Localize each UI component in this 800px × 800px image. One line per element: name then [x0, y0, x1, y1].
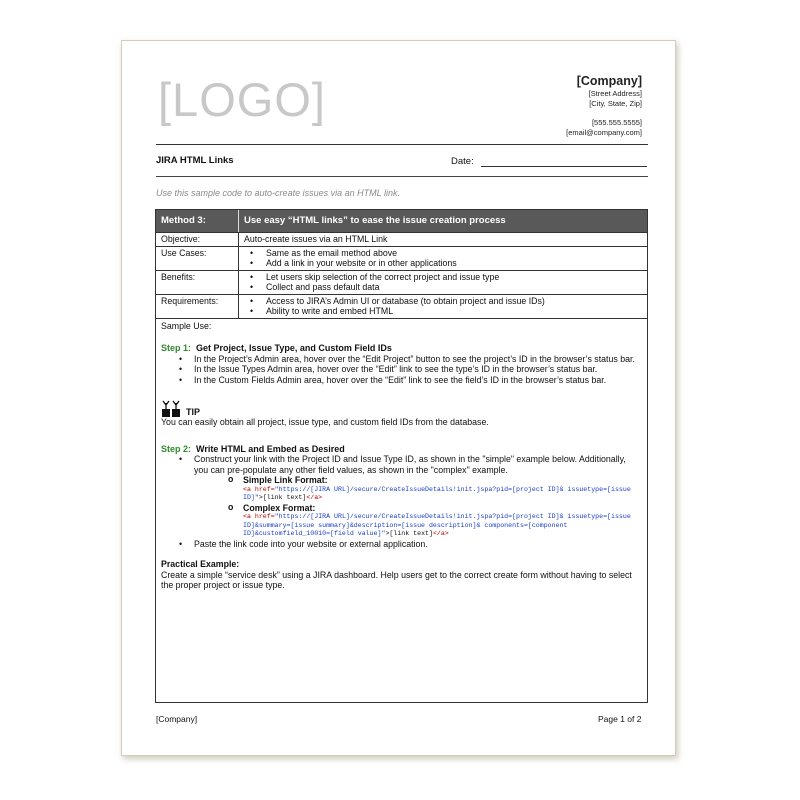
table-row — [156, 232, 647, 246]
intro-text: Use this sample code to auto-create issues via an HTML link. — [156, 188, 400, 198]
method-description: Use easy “HTML links” to ease the issue creation process — [244, 215, 506, 226]
method-table — [155, 209, 648, 703]
document-title: JIRA HTML Links — [156, 155, 234, 166]
link-format-list — [194, 475, 642, 539]
list-item: • Access to JIRA’s Admin UI or database (to obtain project and issue IDs) — [250, 296, 642, 307]
benefits-list — [244, 272, 642, 293]
company-name: [Company] — [576, 74, 642, 88]
tip-text: You can easily obtain all project, issue type, and custom field IDs from the database. — [161, 417, 489, 427]
list-item: • In the Project’s Admin area, hover over the “Edit Project” button to see the project’s ID in the browser’s status bar. — [179, 354, 642, 365]
city-state-zip: [City, State, Zip] — [589, 99, 642, 108]
list-item: • Same as the email method above — [250, 248, 642, 259]
complex-format-title: o Complex Format: — [243, 502, 316, 513]
step-2-construct-text: • Construct your link with the Project ID and Issue Type ID, as shown in the "simple" example below. Additionally, you can pre-populate any other field values, as shown in the "complex" example. — [194, 454, 626, 475]
objective-value: Auto-create issues via an HTML Link — [244, 234, 388, 244]
simple-format-title: o Simple Link Format: — [243, 475, 328, 485]
table-row — [156, 246, 647, 270]
method-label: Method 3: — [156, 210, 239, 232]
step-1-title: Get Project, Issue Type, and Custom Field IDs — [196, 343, 392, 353]
header-divider — [156, 144, 648, 145]
practical-example-text: Create a simple “service desk” using a JIRA dashboard. Help users get to the correct create form without having to select the proper project or issue type. — [161, 569, 632, 590]
sample-use-label: Sample Use: — [161, 320, 212, 331]
practical-example-title: Practical Example: — [161, 559, 240, 569]
email-address: [email@company.com] — [566, 128, 642, 137]
phone-number: [555.555.5555] — [591, 118, 642, 127]
list-item: • Paste the link code into your website or external application. — [179, 539, 642, 550]
step-1-list — [161, 354, 642, 386]
benefits-label: Benefits: — [156, 271, 239, 294]
tip-plant-icon — [161, 399, 182, 417]
use-cases-list — [244, 248, 642, 269]
list-item — [228, 503, 642, 539]
table-row — [156, 270, 647, 294]
street-address: [Street Address] — [588, 89, 642, 98]
requirements-label: Requirements: — [156, 295, 239, 318]
table-header-row — [156, 210, 647, 232]
complex-link-code: <a href="https://[JIRA URL]/secure/CreateIssueDetails!init.jspa?pid=[project ID]& issuetype=[issue ID]&summary=[issue summary]&description=[issue description]& components=[component ID]&customfield_10010=[field value]">[link text]</a> — [243, 513, 631, 537]
practical-example-section — [161, 559, 642, 591]
list-item: • Let users skip selection of the correct project and issue type — [250, 272, 642, 283]
date-label: Date: — [451, 156, 474, 167]
title-divider — [156, 176, 648, 177]
step-2-title: Write HTML and Embed as Desired — [196, 443, 345, 454]
list-item — [228, 475, 642, 503]
list-item: • Add a link in your website or in other applications — [250, 258, 642, 269]
list-item: • Ability to write and embed HTML — [250, 306, 642, 317]
step-1-heading — [161, 343, 642, 354]
step-1-number: Step 1: — [161, 343, 192, 353]
step-2-list — [161, 454, 642, 549]
use-cases-label: Use Cases: — [156, 247, 239, 270]
document-page — [121, 40, 676, 756]
step-2-number: Step 2: — [161, 443, 192, 454]
list-item — [179, 454, 642, 539]
requirements-list — [244, 296, 642, 317]
footer-company: [Company] — [156, 714, 198, 724]
simple-link-code: <a href="https://[JIRA URL]/secure/CreateIssueDetails!init.jspa?pid=[project ID]& issuetype=[issue ID]">[link text]</a> — [243, 485, 631, 501]
company-address-block — [566, 74, 642, 138]
objective-label: Objective: — [156, 233, 239, 246]
date-field — [451, 155, 647, 167]
list-item: • In the Issue Types Admin area, hover over the “Edit” link to see the type’s ID in the browser’s status bar. — [179, 364, 642, 375]
step-2-heading — [161, 444, 642, 455]
tip-section — [161, 399, 642, 428]
table-row — [156, 294, 647, 318]
sample-use-section — [156, 318, 647, 593]
list-item: • In the Custom Fields Admin area, hover over the “Edit” link to see the field’s ID in the browser’s status bar. — [179, 375, 642, 386]
logo-placeholder: [LOGO] — [158, 73, 326, 126]
date-blank-line — [481, 155, 647, 167]
tip-title: TIP — [186, 406, 201, 417]
list-item: • Collect and pass default data — [250, 282, 642, 293]
footer-page-number: Page 1 of 2 — [598, 714, 642, 724]
